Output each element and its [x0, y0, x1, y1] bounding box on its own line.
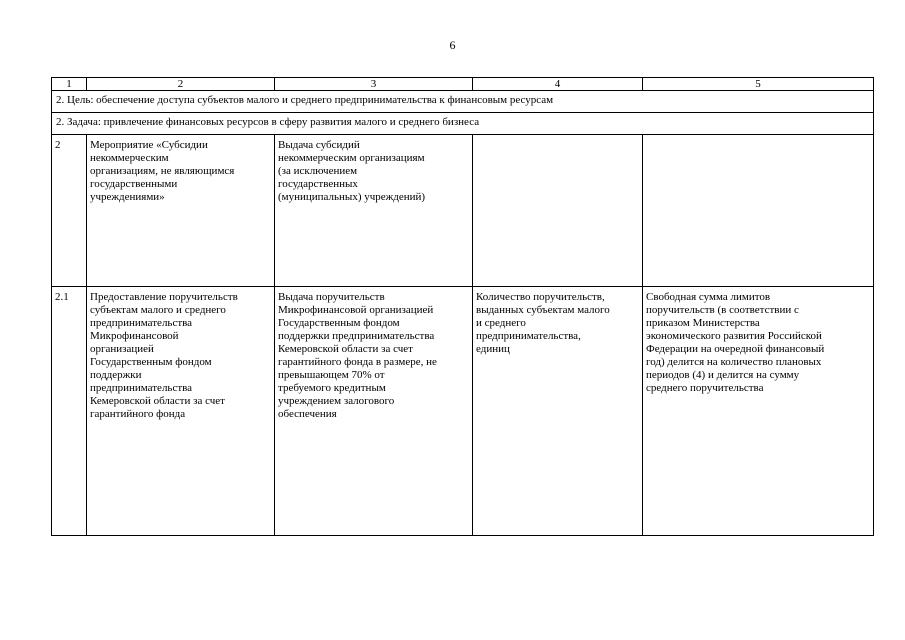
task-text: 2. Задача: привлечение финансовых ресурсов в сферу развития малого и среднего бизнеса	[52, 113, 874, 135]
column-number-3: 3	[275, 78, 473, 91]
column-number-1: 1	[52, 78, 87, 91]
column-number-2: 2	[87, 78, 275, 91]
event-cell: Предоставление поручительств субъектам малого и среднего предпринимательства Микрофинансовой организацией Государственным фондом поддержки предпринимательства Кемеровской области за счет гарантийного фонда	[87, 287, 275, 536]
table-row	[52, 135, 874, 287]
column-number-5: 5	[643, 78, 874, 91]
indicator-cell	[473, 135, 643, 287]
page-number: 6	[449, 38, 456, 52]
event-cell: Мероприятие «Субсидии некоммерческим организациям, не являющимся государственными учреждениями»	[87, 135, 275, 287]
description-cell: Выдача субсидий некоммерческим организациям (за исключением государственных (муниципальных) учреждений)	[275, 135, 473, 287]
method-cell	[643, 135, 874, 287]
column-number-row	[52, 78, 874, 91]
method-cell: Свободная сумма лимитов поручительств (в соответствии с приказом Министерства экономического развития Российской Федерации на очередной финансовый год) делится на количество плановых периодов (4) и делится на сумму среднего поручительства	[643, 287, 874, 536]
goal-text: 2. Цель: обеспечение доступа субъектов малого и среднего предпринимательства к финансовым ресурсам	[52, 91, 874, 113]
table-row	[52, 287, 874, 536]
task-row	[52, 113, 874, 135]
indicators-table	[51, 77, 874, 536]
description-cell: Выдача поручительств Микрофинансовой организацией Государственным фондом поддержки предпринимательства Кемеровской области за счет гарантийного фонда в размере, не превышающем 70% от требуемого кредитным учреждением залогового обеспечения	[275, 287, 473, 536]
goal-row	[52, 91, 874, 113]
row-number: 2.1	[52, 287, 87, 536]
indicator-cell: Количество поручительств, выданных субъектам малого и среднего предпринимательства, единиц	[473, 287, 643, 536]
row-number: 2	[52, 135, 87, 287]
column-number-4: 4	[473, 78, 643, 91]
